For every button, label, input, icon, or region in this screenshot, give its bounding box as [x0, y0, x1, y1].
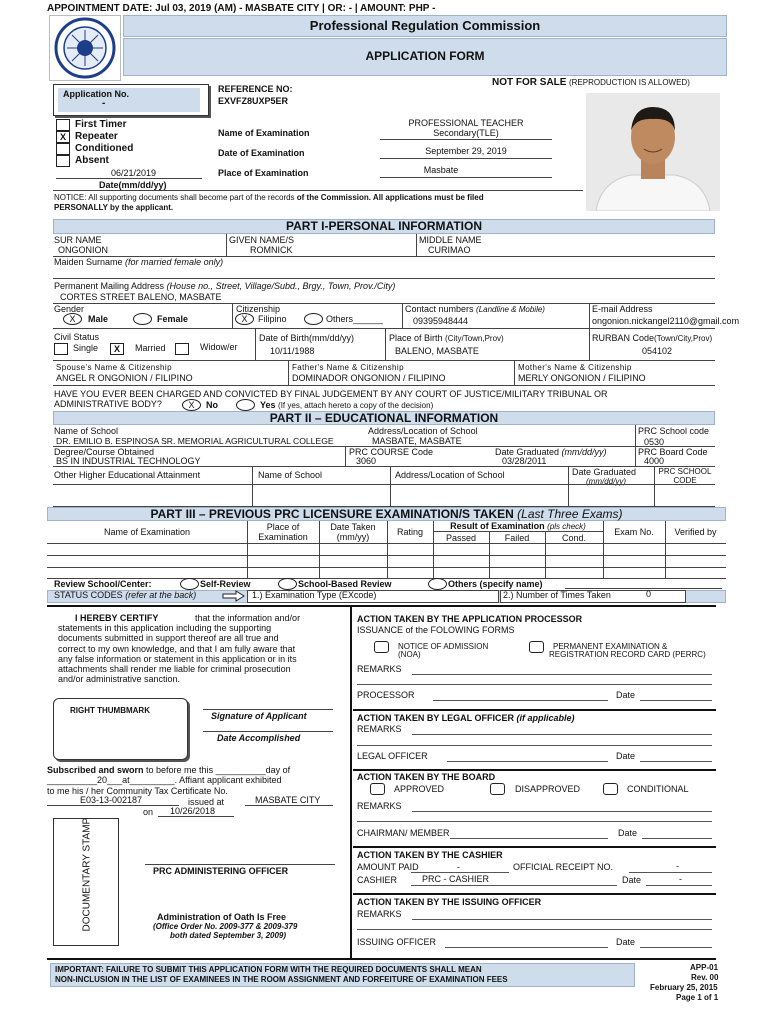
filipino-label: Filipino	[258, 314, 287, 324]
charged-question: HAVE YOU EVER BEEN CHARGED AND CONVICTED BY FINAL JUDGEMENT BY ANY COURT OF JUSTICE/MILITARY TRIBUNAL OR	[54, 389, 608, 399]
oath-line2: both dated September 3, 2009)	[170, 931, 287, 940]
review-label: Review School/Center:	[54, 579, 152, 589]
address-value: CORTES STREET BALENO, MASBATE	[60, 292, 222, 302]
form-title: APPLICATION FORM	[365, 49, 485, 63]
father-value: DOMINADOR ONGONION / FILIPINO	[292, 373, 446, 383]
email-value: ongonion.nickangel2110@gmail.com	[592, 316, 740, 326]
middle-name-value: CURIMAO	[428, 245, 471, 255]
grad-value: 03/28/2011	[502, 456, 547, 466]
chairman-label: CHAIRMAN/ MEMBER	[357, 828, 450, 838]
disapproved-label: DISAPPROVED	[515, 784, 581, 794]
repeater-label: Repeater	[75, 131, 118, 142]
arrow-right-icon	[222, 590, 246, 604]
male-label: Male	[88, 314, 109, 324]
not-for-sale: NOT FOR SALE (REPRODUCTION IS ALLOWED)	[492, 77, 690, 88]
amount-paid-label: AMOUNT PAID	[357, 862, 419, 872]
civil-status-label: Civil Status	[54, 332, 100, 342]
married-checkbox[interactable]: X	[110, 343, 124, 355]
perrc-label-2: REGISTRATION RECORD CARD (PERRC)	[549, 650, 706, 659]
given-name-value: ROMNICK	[250, 245, 293, 255]
noa-label-2: (NOA)	[398, 650, 421, 659]
middle-name-label: MIDDLE NAME	[419, 235, 482, 245]
appointment-line: APPOINTMENT DATE: Jul 03, 2019 (AM) - MASBATE CITY | OR: - | AMOUNT: PHP -	[47, 3, 436, 14]
others-citizenship-radio[interactable]	[304, 313, 323, 325]
exam-type-code: 1.) Examination Type (EXcode)	[252, 590, 377, 600]
issuing-title: ACTION TAKEN BY THE ISSUING OFFICER	[357, 897, 542, 907]
conditional-label: CONDITIONAL	[627, 784, 689, 794]
issued-at-label: issued at	[188, 797, 225, 807]
others-review-radio[interactable]	[428, 578, 447, 590]
approved-checkbox[interactable]	[370, 783, 385, 795]
reference-label: REFERENCE NO:	[218, 84, 293, 94]
other-grad-label: Date Graduated	[572, 467, 637, 477]
charged-no-label: No	[206, 400, 218, 410]
first-timer-label: First Timer	[75, 119, 127, 130]
other-grad-note: (mm/dd/yy)	[586, 477, 626, 486]
school-code-label: PRC School code	[638, 426, 710, 436]
exam-name-line2: Secondary(TLE)	[433, 128, 499, 138]
address-label: Permanent Mailing Address (House no., Street, Village/Subd., Brgy., Town, Prov./City)	[54, 281, 396, 291]
school-review-radio[interactable]	[278, 578, 297, 590]
date-format-label: Date(mm/dd/yy)	[99, 180, 167, 190]
other-address-label: Address/Location of School	[395, 470, 505, 480]
processor-remarks: REMARKS	[357, 664, 402, 674]
certify-line5: any false information or statement in this application or in its	[58, 654, 297, 664]
issuing-officer-label: ISSUING OFFICER	[357, 937, 437, 947]
sworn-line3: to me his / her Community Tax Certificate No.	[47, 786, 228, 796]
part2-title: PART II – EDUCATIONAL INFORMATION	[269, 411, 499, 425]
col-place-2: Examination	[258, 532, 308, 542]
self-review-radio[interactable]	[180, 578, 199, 590]
official-receipt-label: OFFICIAL RECEIPT NO.	[513, 862, 614, 872]
school-value: DR. EMILIO B. ESPINOSA SR. MEMORIAL AGRICULTURAL COLLEGE	[56, 436, 334, 446]
female-radio[interactable]	[133, 313, 152, 325]
legal-date-label: Date	[616, 751, 636, 761]
issuing-remarks: REMARKS	[357, 909, 402, 919]
application-no-label: Application No.	[63, 89, 129, 99]
pob-value: BALENO, MASBATE	[395, 346, 479, 356]
female-label: Female	[157, 314, 189, 324]
notice: NOTICE: All supporting documents shall become part of the records of the Commission. All applications must be filed PERSONALLY by the applicant.	[54, 193, 484, 212]
cashier-date-value: -	[679, 874, 682, 884]
charged-question-2: ADMINISTRATIVE BODY?	[54, 399, 162, 409]
exam-name-label: Name of Examination	[218, 128, 310, 138]
conditioned-label: Conditioned	[75, 143, 134, 154]
issued-city: MASBATE CITY	[255, 795, 321, 805]
other-code-label: PRC SCHOOL	[658, 467, 712, 476]
exam-date-label: Date of Examination	[218, 148, 305, 158]
course-code-value: 3060	[356, 456, 377, 466]
certify-line2: statements in this application including the supporting	[58, 623, 272, 633]
certify-line4: correct to my own knowledge, and that I am fully aware that	[58, 644, 296, 654]
contact-label: Contact numbers (Landline & Mobile)	[405, 304, 545, 314]
date-accomplished-label: Date Accomplished	[217, 733, 301, 743]
exam-place-value: Masbate	[423, 165, 459, 175]
processor-label: PROCESSOR	[357, 690, 415, 700]
perrc-label: PERMANENT EXAMINATION &	[553, 642, 668, 651]
school-address-value: MASBATE, MASBATE	[372, 436, 462, 446]
approved-label: APPROVED	[394, 784, 445, 794]
exam-place-label: Place of Examination	[218, 168, 309, 178]
course-code-label: PRC COURSE Code	[349, 447, 434, 457]
issuing-date-label: Date	[616, 937, 636, 947]
col-result: Result of Examination (pls check)	[450, 521, 586, 531]
issuance-label: ISSUANCE of the FOLOWING FORMS	[357, 625, 515, 635]
board-remarks: REMARKS	[357, 801, 402, 811]
mother-value: MERLY ONGONION / FILIPINO	[518, 373, 646, 383]
signature-label: Signature of Applicant	[211, 711, 307, 721]
col-exam-no: Exam No.	[614, 527, 654, 537]
administering-officer-label: PRC ADMINISTERING OFFICER	[153, 866, 289, 876]
perrc-checkbox[interactable]	[529, 641, 544, 653]
board-code-label: PRC Board Code	[638, 447, 708, 457]
degree-label: Degree/Course Obtained	[54, 447, 155, 457]
spouse-label: Spouse's Name & Citizenship	[56, 363, 172, 372]
certify-line6: attachments shall render me liable for criminal prosecution	[58, 664, 291, 674]
married-label: Married	[135, 343, 166, 353]
widow-label: Widow/er	[200, 342, 238, 352]
status-codes-label: STATUS CODES (refer at the back)	[54, 590, 197, 600]
cashier-title: ACTION TAKEN BY THE CASHIER	[357, 850, 503, 860]
person-icon	[586, 93, 720, 211]
conditional-checkbox[interactable]	[603, 783, 618, 795]
amount-paid-value: -	[457, 862, 460, 872]
documentary-stamp-label: DOCUMENTARY STAMP	[81, 817, 93, 932]
surname-value: ONGONION	[58, 245, 109, 255]
form-page: Page 1 of 1	[676, 993, 719, 1002]
spouse-value: ANGEL R ONGONION / FILIPINO	[56, 373, 193, 383]
footer-line1: IMPORTANT: FAILURE TO SUBMIT THIS APPLICATION FORM WITH THE REQUIRED DOCUMENTS SHALL MEAN	[55, 965, 482, 974]
board-date-label: Date	[618, 828, 638, 838]
certify-line3: documents submitted in support thereof are all true and	[58, 633, 279, 643]
certify-line1: that the information and/or	[195, 613, 301, 623]
times-taken-value: 0	[646, 589, 652, 599]
disapproved-checkbox[interactable]	[490, 783, 505, 795]
dob-label: Date of Birth(mm/dd/yy)	[259, 333, 355, 343]
school-code-value: 0530	[644, 437, 665, 447]
col-verified: Verified by	[674, 527, 717, 537]
charged-no-radio[interactable]: X	[182, 399, 201, 411]
maiden-label: Maiden Surname (for married female only)	[54, 257, 224, 267]
board-code-value: 4000	[644, 456, 665, 466]
form-code: APP-01	[690, 963, 719, 972]
single-label: Single	[73, 343, 99, 353]
certify-lead: I HEREBY CERTIFY	[75, 613, 159, 623]
male-radio[interactable]: X	[63, 313, 82, 325]
applicant-photo	[586, 93, 720, 211]
conditioned-checkbox[interactable]	[56, 143, 70, 155]
absent-label: Absent	[75, 155, 109, 166]
application-date: 06/21/2019	[111, 168, 157, 178]
rurban-value: 054102	[642, 346, 673, 356]
cashier-date-label: Date	[622, 875, 642, 885]
legal-remarks: REMARKS	[357, 724, 402, 734]
single-checkbox[interactable]	[54, 343, 68, 355]
on-date: 10/26/2018	[170, 806, 216, 816]
prc-seal-icon	[50, 16, 120, 80]
school-review-label: School-Based Review	[298, 579, 392, 589]
official-receipt-value: -	[676, 861, 679, 871]
school-address-label: Address/Location of School	[368, 426, 478, 436]
col-place-1: Place of	[266, 522, 300, 532]
times-taken-label: 2.) Number of Times Taken	[503, 590, 611, 600]
reference-value: EXVFZ8UXP5ER	[218, 96, 289, 106]
filipino-radio[interactable]: X	[235, 313, 254, 325]
contact-value: 09395948444	[413, 316, 469, 326]
col-rating: Rating	[396, 527, 423, 537]
on-label: on	[143, 807, 154, 817]
mother-label: Mother's Name & Citizenship	[518, 363, 632, 372]
degree-value: BS IN INDUSTRIAL TECHNOLOGY	[56, 456, 201, 466]
noa-checkbox[interactable]	[374, 641, 389, 653]
rurban-label: RURBAN Code(Town/City,Prov)	[592, 333, 713, 343]
part1-title: PART I-PERSONAL INFORMATION	[286, 219, 482, 233]
absent-checkbox[interactable]	[56, 155, 70, 167]
others-citizenship-label: Others______	[326, 314, 384, 324]
exam-name-line1: PROFESSIONAL TEACHER	[408, 118, 524, 128]
col-date-2: (mm/yy)	[336, 532, 370, 542]
sworn-line2: __________20___at_________. Affiant applicant exhibited	[47, 775, 282, 785]
legal-officer-label: LEGAL OFFICER	[357, 751, 428, 761]
part3-title: PART III – PREVIOUS PRC LICENSURE EXAMINATION/S TAKEN (Last Three Exams)	[150, 507, 623, 521]
charged-yes-radio[interactable]	[236, 399, 255, 411]
footer-line2: NON-INCLUSION IN THE LIST OF EXAMINEES IN THE ROOM ASSIGNMENT AND FORFEITURE OF EXAMINATION FEES	[55, 975, 508, 984]
prc-seal	[49, 15, 121, 81]
other-school-label: Name of School	[258, 470, 323, 480]
form-date: February 25, 2015	[650, 983, 718, 992]
noa-label: NOTICE OF ADMISSION	[398, 642, 489, 651]
application-no-value: -	[102, 98, 106, 109]
pob-label: Place of Birth (City/Town,Prov)	[389, 333, 504, 343]
other-code-label-2: CODE	[673, 476, 697, 485]
oath-line1: (Office Order No. 2009-377 & 2009-379	[153, 922, 298, 931]
gender-label: Gender	[54, 304, 85, 314]
given-name-label: GIVEN NAME/S	[229, 235, 295, 245]
thumbmark-label: RIGHT THUMBMARK	[70, 706, 150, 715]
col-exam-name: Name of Examination	[103, 527, 191, 537]
surname-label: SUR NAME	[54, 235, 102, 245]
form-rev: Rev. 00	[691, 973, 719, 982]
col-cond: Cond.	[561, 533, 587, 543]
ctc-number: E03-13-002187	[80, 795, 143, 805]
legal-title: ACTION TAKEN BY LEGAL OFFICER (if applicable)	[357, 713, 575, 723]
repeater-checkbox[interactable]: X	[56, 131, 70, 143]
others-review-label: Others (specify name)	[448, 579, 543, 589]
charged-yes-label: Yes (If yes, attach hereto a copy of the decision)	[260, 400, 434, 410]
commission-title: Professional Regulation Commission	[309, 18, 541, 33]
certify-line7: and/or administrative sanction.	[58, 674, 181, 684]
self-review-label: Self-Review	[200, 579, 251, 589]
dob-value: 10/11/1988	[270, 346, 315, 356]
col-passed: Passed	[445, 533, 477, 543]
sworn-line1: Subscribed and sworn to before me this __________day of	[47, 765, 291, 775]
processor-title: ACTION TAKEN BY THE APPLICATION PROCESSOR	[357, 614, 583, 624]
col-failed: Failed	[504, 533, 530, 543]
col-date-1: Date Taken	[330, 522, 376, 532]
widow-checkbox[interactable]	[175, 343, 189, 355]
email-label: E-mail Address	[592, 304, 653, 314]
school-label: Name of School	[54, 426, 119, 436]
oath-title: Administration of Oath Is Free	[157, 912, 287, 922]
father-label: Father's Name & Citizenship	[292, 363, 404, 372]
board-title: ACTION TAKEN BY THE BOARD	[357, 772, 496, 782]
cashier-value: PRC - CASHIER	[422, 874, 490, 884]
cashier-label: CASHIER	[357, 875, 398, 885]
processor-date-label: Date	[616, 690, 636, 700]
first-timer-checkbox[interactable]	[56, 119, 70, 131]
exam-date-value: September 29, 2019	[425, 146, 507, 156]
other-education-label: Other Higher Educational Attainment	[54, 470, 201, 480]
citizenship-label: Citizenship	[236, 304, 281, 314]
grad-label: Date Graduated (mm/dd/yy)	[495, 447, 607, 457]
